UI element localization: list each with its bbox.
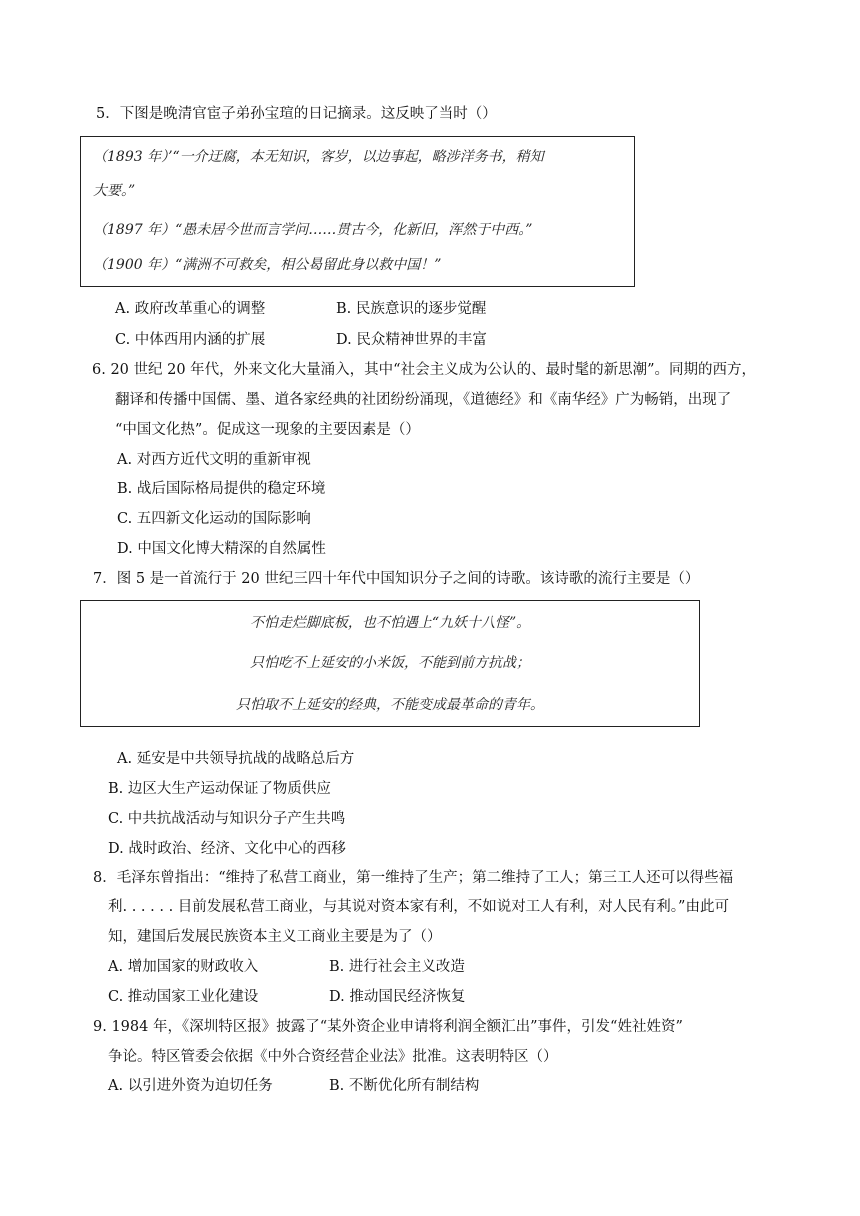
q6-option-b: B. 战后国际格局提供的稳定环境	[117, 481, 326, 497]
q7-poem-line-3: 只怕取不上延安的经典，不能变成最革命的青年。	[236, 697, 544, 713]
q9-stem-line-2: 争论。特区管委会依据《中外合资经营企业法》批准。这表明特区（）	[108, 1049, 558, 1065]
q7-option-c: C. 中共抗战活动与知识分子产生共鸣	[108, 811, 346, 827]
q8-option-b: B. 进行社会主义改造	[329, 959, 465, 975]
q5-option-c: C. 中体西用内涵的扩展	[115, 332, 266, 348]
q8-option-d: D. 推动国民经济恢复	[329, 989, 466, 1005]
q9-stem-line-1: 9. 1984 年，《深圳特区报》披露了“某外资企业申请将利润全额汇出”事件，引发“姓社姓资”	[93, 1019, 683, 1035]
q5-excerpt-line-4: （1900 年）“满洲不可救矣，相公曷留此身以救中国！”	[93, 257, 442, 273]
q5-stem: 5．下图是晚清官宦子弟孙宝瑄的日记摘录。这反映了当时（）	[96, 106, 497, 122]
q6-stem-line-1: 6. 20 世纪 20 年代，外来文化大量涌入，其中“社会主义成为公认的、最时髦的新思潮”。同期的西方，	[92, 362, 756, 378]
q7-poem-box	[80, 600, 700, 727]
q8-stem-line-2: 利. . . . . . 目前发展私营工商业，与其说对资本家有利，不如说对工人有利，对人民有利。”由此可	[108, 899, 729, 915]
q7-poem-line-2: 只怕吃不上延安的小米饭，不能到前方抗战；	[250, 655, 530, 671]
q8-option-a: A. 增加国家的财政收入	[108, 959, 259, 975]
q6-option-c: C. 五四新文化运动的国际影响	[117, 511, 311, 527]
q6-option-d: D. 中国文化博大精深的自然属性	[117, 541, 326, 557]
q7-option-d: D. 战时政治、经济、文化中心的西移	[108, 841, 346, 857]
q5-diary-excerpt-box	[80, 136, 635, 287]
q8-stem-line-3: 知，建国后发展民族资本主义工商业主要是为了（）	[108, 929, 442, 945]
q5-option-a: A. 政府改革重心的调整	[115, 301, 266, 317]
q7-option-b: B. 边区大生产运动保证了物质供应	[108, 781, 331, 797]
q9-option-b: B. 不断优化所有制结构	[329, 1078, 480, 1094]
q5-excerpt-line-2: 大要。”	[93, 183, 136, 199]
q5-option-b: B. 民族意识的逐步觉醒	[336, 301, 487, 317]
q5-option-d: D. 民众精神世界的丰富	[336, 332, 487, 348]
q6-stem-line-3: “中国文化热”。促成这一现象的主要因素是（）	[115, 422, 420, 438]
q8-stem-line-1: 8．毛泽东曾指出：“维持了私营工商业，第一维持了生产；第二维持了工人；第三工人还可以得些福	[93, 870, 734, 886]
q9-option-a: A. 以引进外资为迫切任务	[108, 1078, 273, 1094]
q5-excerpt-line-3: （1897 年）“愚未居今世而言学问……贯古今，化新旧，浑然于中西。”	[93, 222, 533, 238]
q6-stem-line-2: 翻译和传播中国儒、墨、道各家经典的社团纷纷涌现，《道德经》和《南华经》广为畅销，出现了	[115, 392, 732, 408]
q8-option-c: C. 推动国家工业化建设	[108, 989, 259, 1005]
q6-option-a: A. 对西方近代文明的重新审视	[117, 452, 311, 468]
q7-poem-line-1: 不怕走烂脚底板，也不怕遇上“九妖十八怪”。	[249, 615, 531, 631]
q7-stem: 7．图 5 是一首流行于 20 世纪三四十年代中国知识分子之间的诗歌。该诗歌的流行主要是（）	[93, 571, 700, 587]
q5-excerpt-line-1: （1893 年）’“一介迂腐，本无知识，客岁，以边事起，略涉洋务书，稍知	[93, 149, 544, 165]
q7-option-a: A. 延安是中共领导抗战的战略总后方	[117, 751, 355, 767]
